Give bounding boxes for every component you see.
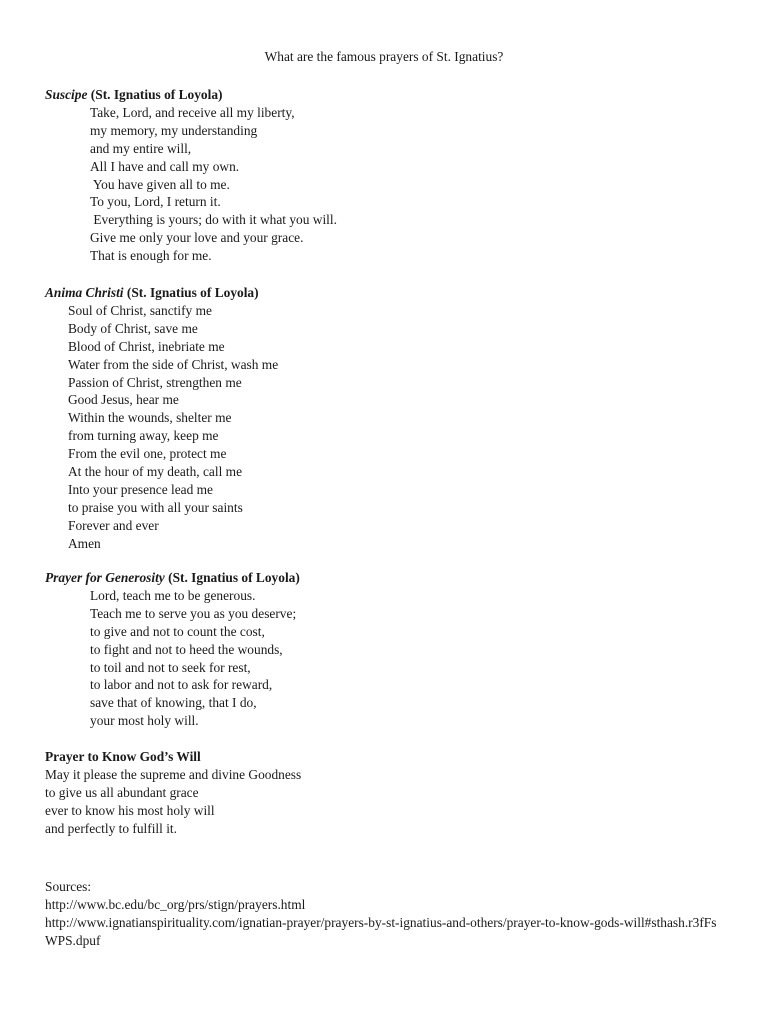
source-link[interactable]: http://www.ignatianspirituality.com/ignatian-prayer/prayers-by-st-ignatius-and-others/prayer-to-know-gods-will#sthash.r3fFsWPS.dpuf xyxy=(45,914,717,948)
prayer-attribution: (St. Ignatius of Loyola) xyxy=(168,570,300,585)
prayer-know-gods-will xyxy=(45,748,745,838)
prayer-line: Water from the side of Christ, wash me xyxy=(68,356,279,372)
prayer-line: Good Jesus, hear me xyxy=(68,392,179,408)
prayer-line: Blood of Christ, inebriate me xyxy=(68,338,225,354)
prayer-line: Amen xyxy=(68,535,101,551)
prayer-line: Give me only your love and your grace. xyxy=(90,230,304,246)
document-title: What are the famous prayers of St. Ignatius? xyxy=(264,49,504,64)
prayer-line: May it please the supreme and divine Goodness xyxy=(45,766,302,782)
prayer-line: Teach me to serve you as you deserve; xyxy=(90,605,297,621)
prayer-line: Lord, teach me to be generous. xyxy=(90,587,256,603)
prayer-attribution: (St. Ignatius of Loyola) xyxy=(126,285,259,300)
prayer-line: from turning away, keep me xyxy=(68,428,219,444)
prayer-line: my memory, my understanding xyxy=(90,122,258,138)
prayer-generosity xyxy=(45,569,745,730)
prayer-line: to labor and not to ask for reward, xyxy=(90,677,273,693)
prayer-line: At the hour of my death, call me xyxy=(68,464,243,480)
prayer-line: To you, Lord, I return it. xyxy=(90,194,221,210)
prayer-name: Suscipe xyxy=(45,87,88,102)
prayer-line: and perfectly to fulfill it. xyxy=(45,820,178,836)
prayer-anima-christi xyxy=(45,284,745,553)
prayer-name: Anima Christi xyxy=(45,285,124,300)
prayer-line: Take, Lord, and receive all my liberty, xyxy=(90,104,295,120)
prayer-attribution: (St. Ignatius of Loyola) xyxy=(90,87,223,102)
prayer-line: to praise you with all your saints xyxy=(68,499,243,515)
prayer-line: That is enough for me. xyxy=(90,248,212,264)
prayer-heading: Prayer to Know God’s Will xyxy=(45,749,201,764)
prayer-suscipe xyxy=(45,86,745,265)
source-link[interactable]: http://www.bc.edu/bc_org/prs/stign/prayers.html xyxy=(45,896,306,912)
prayer-line: to give us all abundant grace xyxy=(45,784,199,800)
prayer-heading xyxy=(45,86,745,104)
prayer-line: to toil and not to seek for rest, xyxy=(90,659,251,675)
prayer-line: Forever and ever xyxy=(68,517,159,533)
prayer-line: From the evil one, protect me xyxy=(68,446,227,462)
sources-label: Sources: xyxy=(45,879,92,894)
prayer-heading xyxy=(45,284,745,302)
prayer-line: Passion of Christ, strengthen me xyxy=(68,374,242,390)
prayer-line: Body of Christ, save me xyxy=(68,320,198,336)
prayer-line: to give and not to count the cost, xyxy=(90,623,265,639)
prayer-line: ever to know his most holy will xyxy=(45,802,215,818)
prayer-line: your most holy will. xyxy=(90,713,199,729)
sources-section xyxy=(45,878,725,950)
prayer-line: Soul of Christ, sanctify me xyxy=(68,302,212,318)
prayer-heading xyxy=(45,569,745,587)
prayer-name: Prayer for Generosity xyxy=(45,570,165,585)
prayer-line: save that of knowing, that I do, xyxy=(90,695,257,711)
prayer-line: and my entire will, xyxy=(90,140,192,156)
prayer-line: Within the wounds, shelter me xyxy=(68,410,232,426)
prayer-line: You have given all to me. xyxy=(90,176,230,192)
prayer-line: to fight and not to heed the wounds, xyxy=(90,641,283,657)
prayer-line: Into your presence lead me xyxy=(68,481,214,497)
prayer-line: Everything is yours; do with it what you will. xyxy=(90,212,337,228)
prayer-line: All I have and call my own. xyxy=(90,158,240,174)
